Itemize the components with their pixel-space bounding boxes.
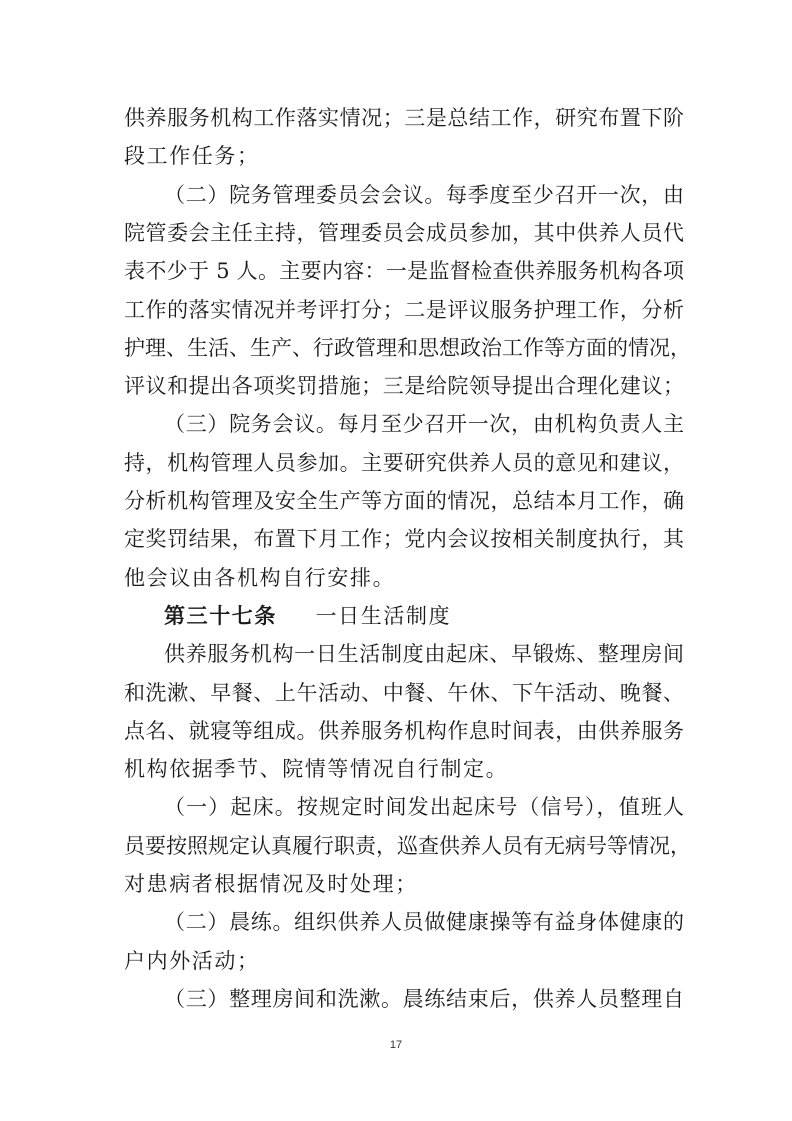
text-line: 段工作任务；: [124, 144, 260, 168]
text-line: 护理、生活、生产、行政管理和思想政治工作等方面的情况，: [124, 336, 691, 360]
text-line: （一）起床。按规定时间发出起床号（信号），值班人: [164, 795, 684, 819]
text-line: 持，机构管理人员参加。主要研究供养人员的意见和建议，: [124, 451, 684, 475]
text-line: 员要按照规定认真履行职责，巡查供养人员有无病号等情况，: [124, 834, 691, 858]
text-line: 和洗漱、早餐、上午活动、中餐、午休、下午活动、晚餐、: [124, 681, 684, 705]
text-line: 供养服务机构工作落实情况；三是总结工作，研究布置下阶: [124, 106, 684, 130]
text-line: （三）整理房间和洗漱。晨练结束后，供养人员整理自: [164, 987, 684, 1011]
article-heading: [164, 602, 684, 630]
page-number: 17: [389, 1039, 403, 1051]
text-line: 评议和提出各项奖罚措施；三是给院领导提出合理化建议；: [124, 374, 684, 398]
text-line: 对患病者根据情况及时处理；: [124, 872, 418, 896]
article-number: 第三十七条: [164, 604, 277, 628]
text-line: 院管委会主任主持，管理委员会成员参加，其中供养人员代: [124, 221, 684, 245]
text-line: 分析机构管理及安全生产等方面的情况，总结本月工作，确: [124, 489, 684, 513]
text-line: 点名、就寝等组成。供养服务机构作息时间表，由供养服务: [124, 719, 684, 743]
text-line: 机构依据季节、院情等情况自行制定。: [124, 757, 509, 781]
text-line: （二）晨练。组织供养人员做健康操等有益身体健康的: [164, 910, 684, 934]
text-line: （二）院务管理委员会会议。每季度至少召开一次，由: [164, 183, 684, 207]
text-line: 定奖罚结果，布置下月工作；党内会议按相关制度执行，其: [124, 527, 684, 551]
text-line: 他会议由各机构自行安排。: [124, 566, 396, 590]
text-line: （三）院务会议。每月至少召开一次，由机构负责人主: [164, 412, 684, 436]
text-line: 表不少于 5 人。主要内容：一是监督检查供养服务机构各项: [124, 259, 684, 283]
text-line: 工作的落实情况并考评打分；二是评议服务护理工作，分析: [124, 298, 684, 322]
article-title: 一日生活制度: [315, 604, 452, 628]
text-line: 供养服务机构一日生活制度由起床、早锻炼、整理房间: [164, 642, 684, 666]
text-line: 户内外活动；: [124, 949, 260, 973]
